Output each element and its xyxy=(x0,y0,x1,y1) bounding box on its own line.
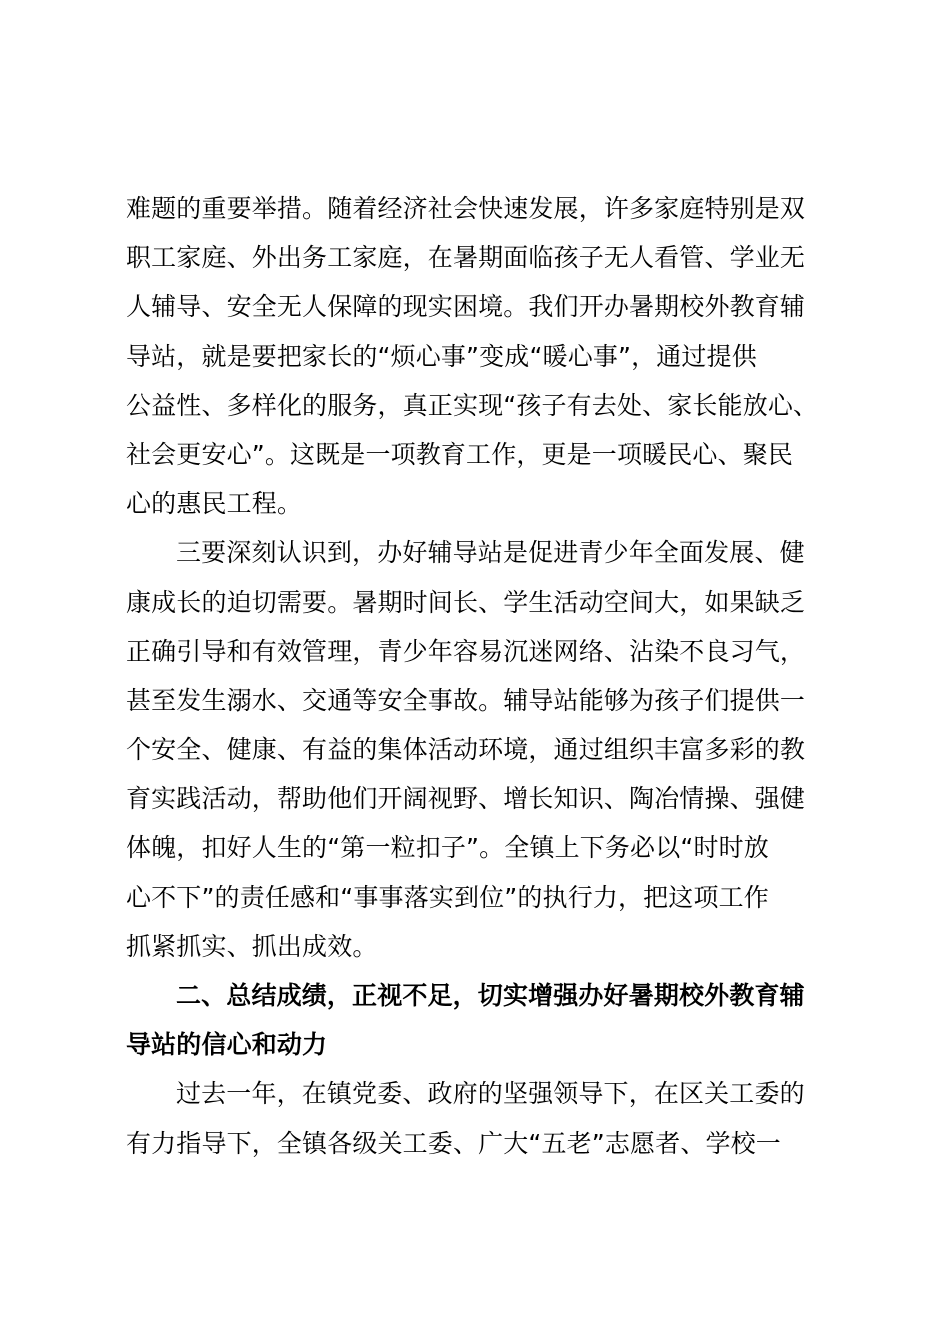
text-line: 导站，就是要把家长的“烦心事”变成“暖心事”，通过提供 xyxy=(126,341,757,371)
text-line: 人辅导、安全无人保障的现实困境。我们开办暑期校外教育辅 xyxy=(126,292,806,322)
text-line: 社会更安心”。这既是一项教育工作，更是一项暖民心、聚民 xyxy=(126,439,794,469)
text-line: 体魄，扣好人生的“第一粒扣子”。全镇上下务必以“时时放 xyxy=(126,833,769,863)
section-heading xyxy=(126,971,836,1069)
paragraph-3 xyxy=(126,1069,836,1167)
paragraph-2 xyxy=(126,528,836,971)
text-line: 心的惠民工程。 xyxy=(126,489,303,519)
text-line: 难题的重要举措。随着经济社会快速发展，许多家庭特别是双 xyxy=(126,194,806,223)
text-line: 甚至发生溺水、交通等安全事故。辅导站能够为孩子们提供一 xyxy=(126,685,806,715)
text-line: 个安全、健康、有益的集体活动环境，通过组织丰富多彩的教 xyxy=(126,735,806,765)
text-line: 心不下”的责任感和“事事落实到位”的执行力，把这项工作 xyxy=(126,882,769,912)
text-line: 抓紧抓实、抓出成效。 xyxy=(126,931,378,961)
text-line: 公益性、多样化的服务，真正实现“孩子有去处、家长能放心、 xyxy=(126,390,819,420)
heading-line: 导站的信心和动力 xyxy=(126,1030,328,1060)
text-line: 职工家庭、外出务工家庭，在暑期面临孩子无人看管、学业无 xyxy=(126,243,806,273)
heading-line: 二、总结成绩，正视不足，切实增强办好暑期校外教育辅 xyxy=(176,981,805,1010)
text-line: 正确引导和有效管理，青少年容易沉迷网络、沾染不良习气， xyxy=(126,636,806,666)
text-line: 三要深刻认识到，办好辅导站是促进青少年全面发展、健 xyxy=(176,538,805,568)
document-body xyxy=(126,184,836,1168)
text-line: 过去一年，在镇党委、政府的坚强领导下，在区关工委的 xyxy=(176,1079,805,1109)
text-line: 有力指导下，全镇各级关工委、广大“五老”志愿者、学校一 xyxy=(126,1128,781,1158)
text-line: 康成长的迫切需要。暑期时间长、学生活动空间大，如果缺乏 xyxy=(126,587,806,617)
paragraph-1 xyxy=(126,184,836,528)
text-line: 育实践活动，帮助他们开阔视野、增长知识、陶冶情操、强健 xyxy=(126,784,806,814)
